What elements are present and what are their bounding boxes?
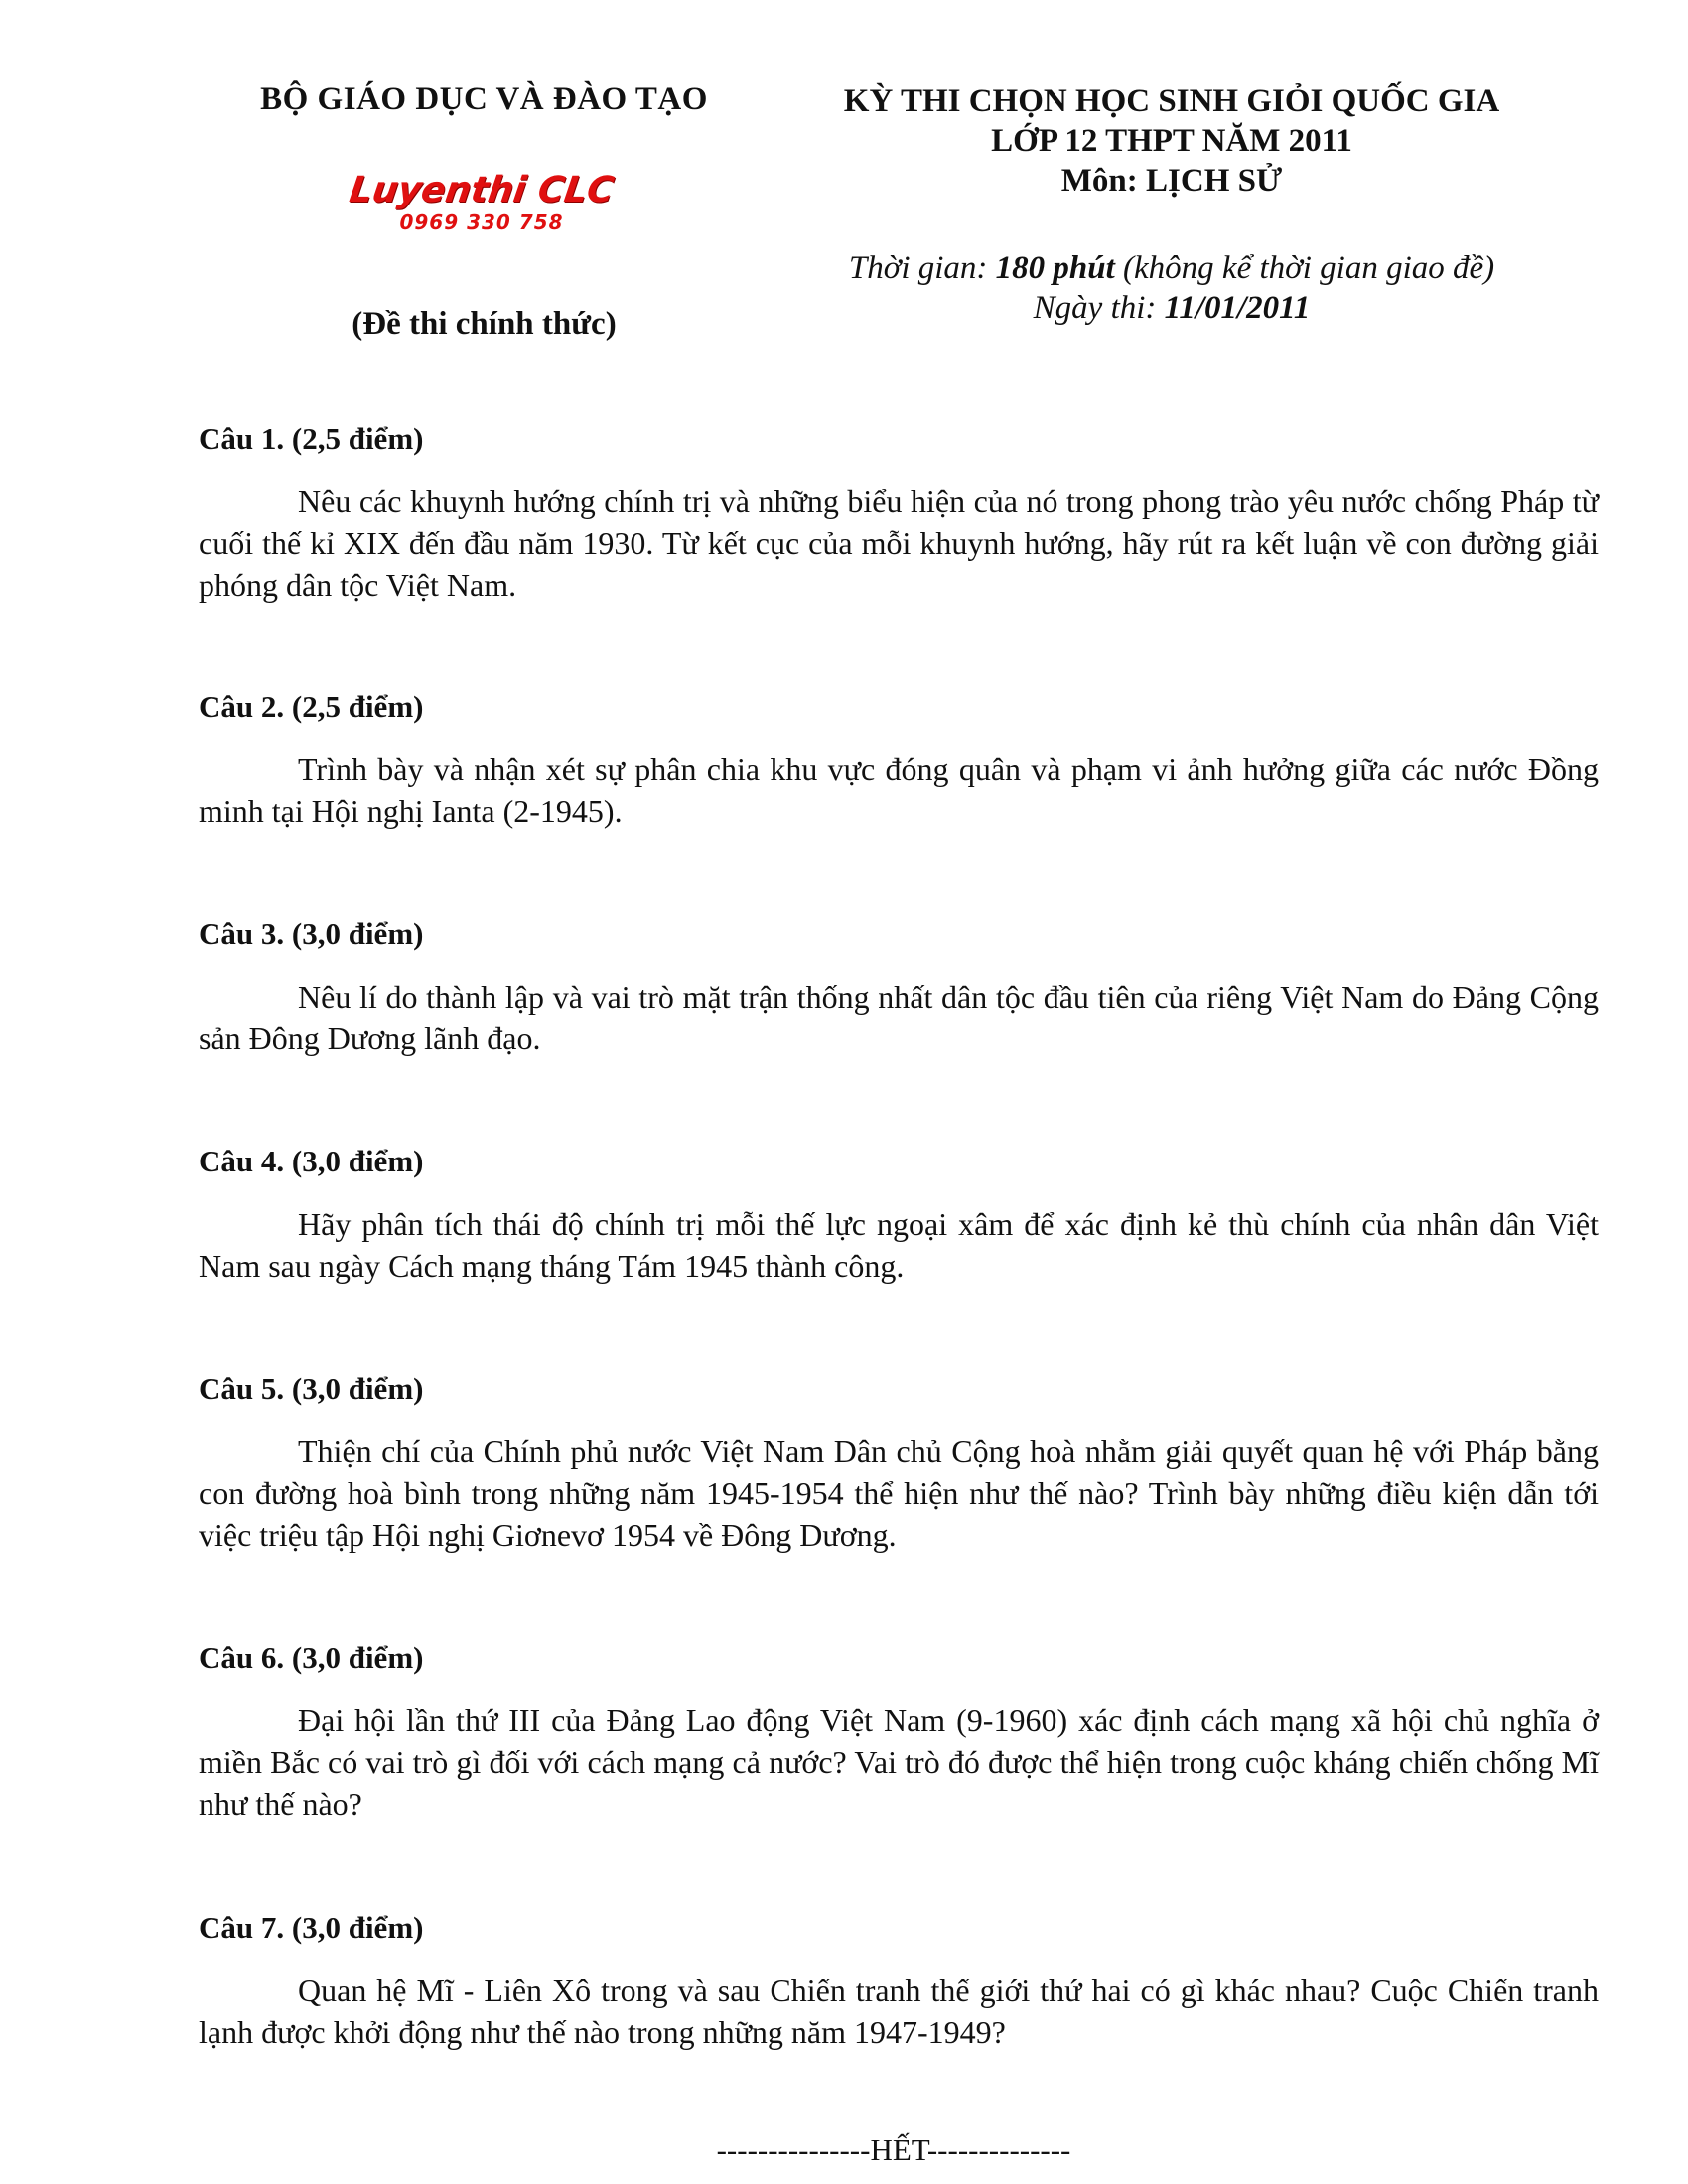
end-marker: ---------------HẾT-------------- xyxy=(716,2132,1071,2167)
question-title: Câu 3. (3,0 điểm) xyxy=(199,916,424,951)
question-6 xyxy=(199,1638,1599,1825)
exam-subject: Môn: LỊCH SỬ xyxy=(1060,163,1283,199)
question-text: Hãy phân tích thái độ chính trị mỗi thế lực ngoại xâm để xác định kẻ thù chính của nhân dân Việt Nam sau ngày Cách mạng tháng Tám 1945 thành công. xyxy=(199,1206,1599,1284)
exam-title: KỲ THI CHỌN HỌC SINH GIỎI QUỐC GIA xyxy=(843,83,1500,119)
question-3 xyxy=(199,914,1599,1059)
ministry-block xyxy=(199,81,770,118)
question-text: Nêu lí do thành lập và vai trò mặt trận thống nhất dân tộc đầu tiên của riêng Việt Nam do Đảng Cộng sản Đông Dương lãnh đạo. xyxy=(199,979,1599,1056)
time-line xyxy=(765,248,1579,288)
time-value: 180 phút xyxy=(995,250,1115,286)
exam-header xyxy=(765,81,1579,201)
date-value: 11/01/2011 xyxy=(1164,290,1311,326)
question-2 xyxy=(199,687,1599,832)
ministry-name: BỘ GIÁO DỤC VÀ ĐÀO TẠO xyxy=(260,81,708,117)
question-text: Nêu các khuynh hướng chính trị và những biểu hiện của nó trong phong trào yêu nước chống Pháp từ cuối thế kỉ XIX đến đầu năm 1930. Từ kết cục của mỗi khuynh hướng, hãy rút ra kết luận về con đường giải phóng dân tộc Việt Nam. xyxy=(199,483,1599,603)
time-label: Thời gian: xyxy=(848,250,988,286)
logo-brand: Luyenthi CLC xyxy=(347,170,617,210)
time-info xyxy=(765,248,1579,328)
official-label: (Đề thi chính thức) xyxy=(352,306,617,341)
question-title: Câu 7. (3,0 điểm) xyxy=(199,1910,424,1945)
question-text: Thiện chí của Chính phủ nước Việt Nam Dân chủ Cộng hoà nhằm giải quyết quan hệ với Pháp bằng con đường hoà bình trong những năm 1945-1954 thể hiện như thế nào? Trình bày những điều kiện dẫn tới việc triệu tập Hội nghị Giơnevơ 1954 về Đông Dương. xyxy=(199,1433,1599,1553)
date-line xyxy=(765,288,1579,328)
exam-grade: LỚP 12 THPT NĂM 2011 xyxy=(991,123,1352,159)
question-4 xyxy=(199,1142,1599,1287)
question-text: Trình bày và nhận xét sự phân chia khu vực đóng quân và phạm vi ảnh hưởng giữa các nước Đồng minh tại Hội nghị Ianta (2-1945). xyxy=(199,751,1599,829)
question-title: Câu 6. (3,0 điểm) xyxy=(199,1640,424,1675)
question-title: Câu 4. (3,0 điểm) xyxy=(199,1144,424,1178)
luyenthi-logo xyxy=(323,171,640,240)
logo-phone: 0969 330 758 xyxy=(399,210,564,234)
question-5 xyxy=(199,1369,1599,1556)
question-text: Quan hệ Mĩ - Liên Xô trong và sau Chiến tranh thế giới thứ hai có gì khác nhau? Cuộc Chiến tranh lạnh được khởi động như thế nào trong những năm 1947-1949? xyxy=(199,1973,1599,2050)
time-note: (không kể thời gian giao đề) xyxy=(1123,250,1495,286)
question-7 xyxy=(199,1908,1599,2053)
question-1 xyxy=(199,419,1599,606)
question-title: Câu 2. (2,5 điểm) xyxy=(199,689,424,724)
question-text: Đại hội lần thứ III của Đảng Lao động Việt Nam (9-1960) xác định cách mạng xã hội chủ nghĩa ở miền Bắc có vai trò gì đối với cách mạng cả nước? Vai trò đó được thể hiện trong cuộc kháng chiến chống Mĩ như thế nào? xyxy=(199,1703,1599,1822)
question-title: Câu 1. (2,5 điểm) xyxy=(199,421,424,456)
question-title: Câu 5. (3,0 điểm) xyxy=(199,1371,424,1406)
date-label: Ngày thi: xyxy=(1033,290,1157,326)
